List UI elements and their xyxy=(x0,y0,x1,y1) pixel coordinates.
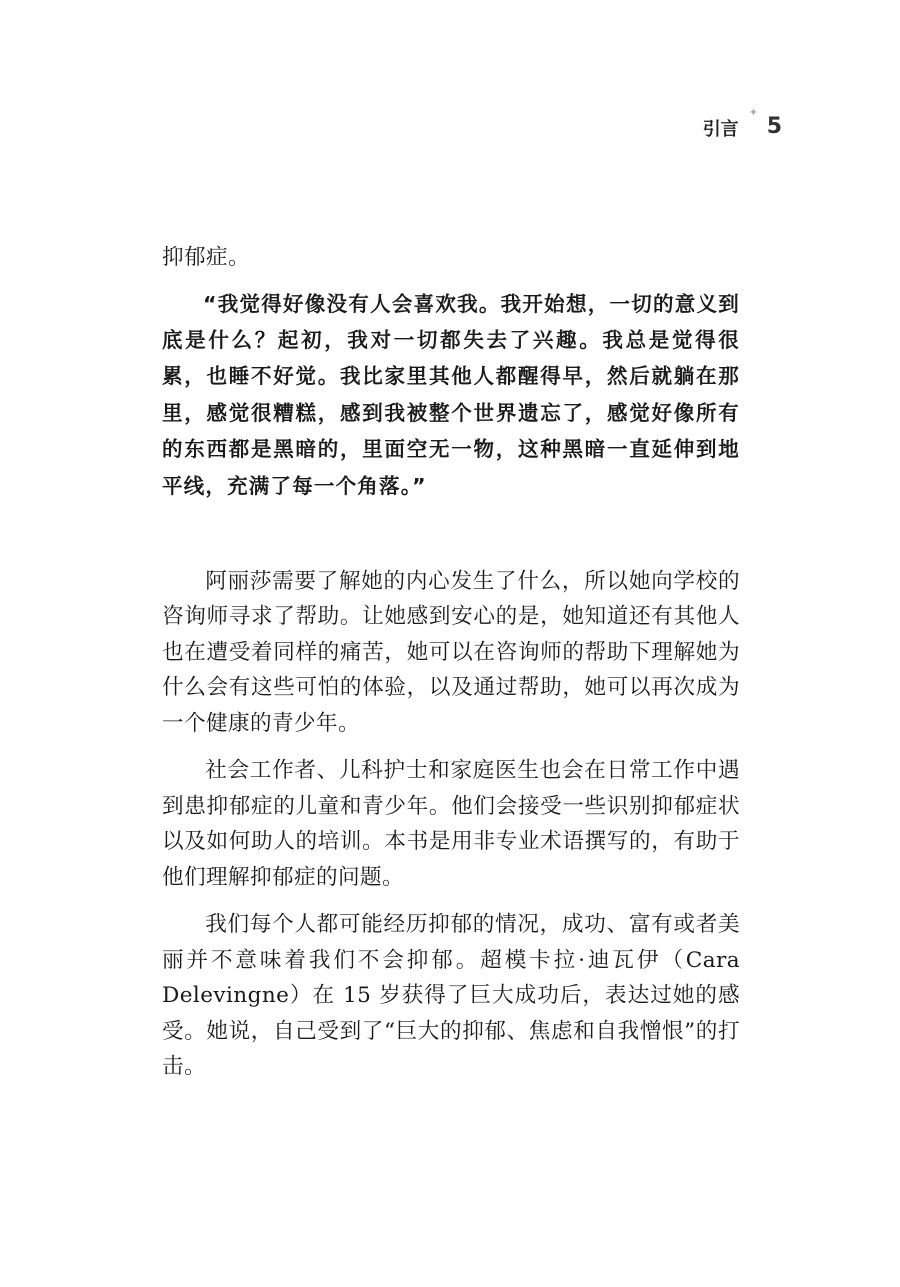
running-header xyxy=(702,106,782,142)
body-paragraph: 社会工作者、儿科护士和家庭医生也会在日常工作中遇到患抑郁症的儿童和青少年。他们会接受一些识别抑郁症状以及如何助人的培训。本书是用非专业术语撰写的，有助于他们理解抑郁症的问题。 xyxy=(162,758,740,890)
body-paragraph: 我们每个人都可能经历抑郁的情况，成功、富有或者美丽并不意味着我们不会抑郁。超模卡拉·迪瓦伊（Cara Delevingne）在 15 岁获得了巨大成功后，表达过她的感受。她说，自己受到了“巨大的抑郁、焦虑和自我憎恨”的打击。 xyxy=(162,912,740,1080)
header-separator xyxy=(748,106,758,142)
page-body xyxy=(162,240,740,1097)
star-icon: ✦ xyxy=(748,106,758,119)
body-paragraph: 阿丽莎需要了解她的内心发生了什么，所以她向学校的咨询师寻求了帮助。让她感到安心的是，她知道还有其他人也在遭受着同样的痛苦，她可以在咨询师的帮助下理解她为什么会有这些可怕的体验，以及通过帮助，她可以再次成为一个健康的青少年。 xyxy=(162,568,740,736)
quote-block: “我觉得好像没有人会喜欢我。我开始想，一切的意义到底是什么？起初，我对一切都失去了兴趣。我总是觉得很累，也睡不好觉。我比家里其他人都醒得早，然后就躺在那里，感觉很糟糕，感到我被整个世界遗忘了，感觉好像所有的东西都是黑暗的，里面空无一物，这种黑暗一直延伸到地平线，充满了每一个角落。” xyxy=(162,291,740,498)
section-title: 引言 xyxy=(702,119,739,140)
page-number: 5 xyxy=(766,114,782,139)
continued-text: 抑郁症。 xyxy=(162,245,250,270)
